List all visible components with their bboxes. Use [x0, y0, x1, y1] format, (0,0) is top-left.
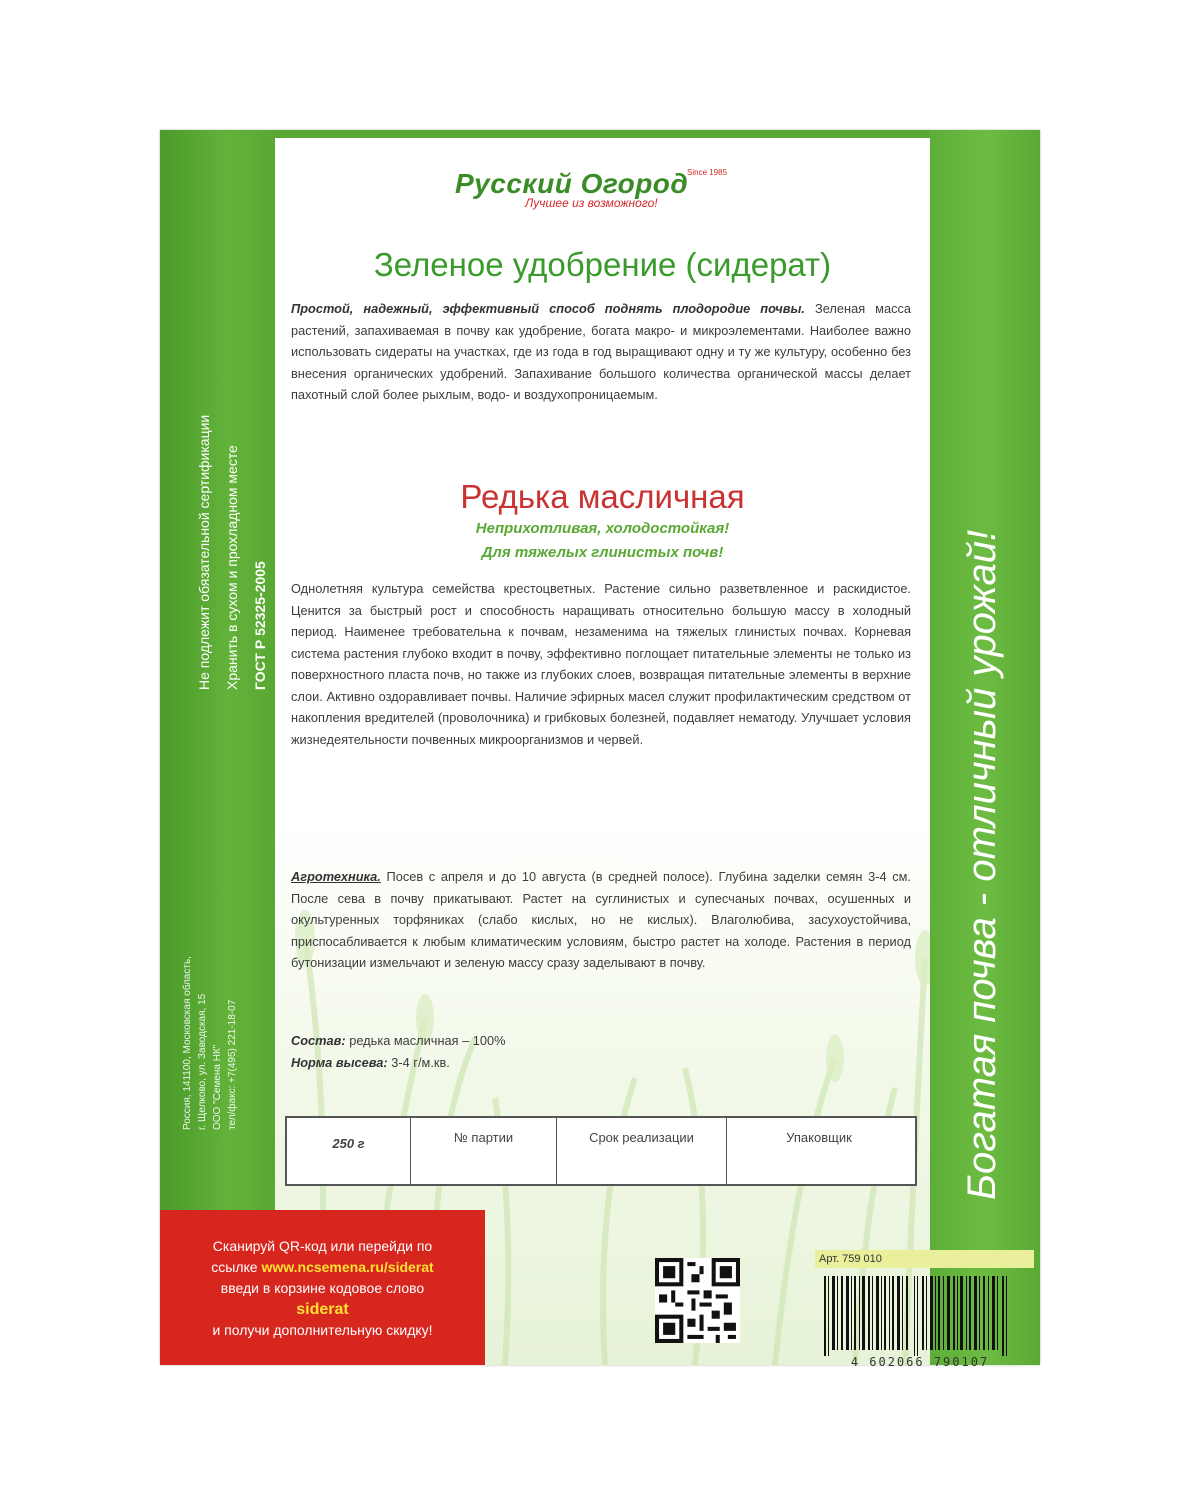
left-green-strip	[160, 130, 275, 1365]
storage-note: Хранить в сухом и прохладном месте	[224, 445, 240, 690]
intro-bold: Простой, надежный, эффективный способ поднять плодородие почвы.	[291, 301, 805, 316]
packer-cell: Упаковщик	[786, 1130, 852, 1145]
logo-tagline: Лучшее из возможного!	[525, 196, 658, 210]
promo-line-2	[160, 1257, 485, 1278]
address-line: г. Щелково, ул. Заводская, 15	[197, 993, 208, 1130]
address-line: ООО "Семена НК"	[212, 1044, 223, 1130]
heading-product: Редька масличная	[460, 478, 745, 515]
intro-paragraph	[291, 298, 911, 406]
net-weight: 250 г	[287, 1118, 411, 1184]
address-line: тел/факс: +7(495) 221-18-07	[227, 999, 238, 1130]
promo-line-5: и получи дополнительную скидку!	[212, 1322, 433, 1338]
promo-url-link[interactable]: www.ncsemena.ru/siderat	[261, 1259, 434, 1275]
expiry-cell: Срок реализации	[557, 1118, 727, 1184]
subheading-hardy: Неприхотливая, холодостойкая!	[475, 520, 730, 537]
heading-green-fertilizer: Зеленое удобрение (сидерат)	[373, 246, 832, 283]
agro-label: Агротехника.	[291, 869, 381, 884]
wheat-ear	[915, 930, 930, 986]
article-number: Арт. 759 010	[815, 1250, 1034, 1268]
composition-line	[291, 1030, 911, 1052]
barcode-digits: 4 602066 790107	[850, 1355, 990, 1369]
barcode	[820, 1276, 1020, 1356]
composition-label: Состав:	[291, 1033, 346, 1048]
promo-line-1: Сканируй QR-код или перейди по	[212, 1238, 433, 1254]
slogan: Богатая почва - отличный урожай!	[960, 529, 1004, 1200]
rate-text: 3-4 г/м.кв.	[391, 1055, 450, 1070]
gost-note: ГОСТ Р 52325-2005	[252, 561, 268, 690]
qr-code[interactable]	[655, 1258, 740, 1343]
seed-packet	[160, 130, 1040, 1369]
composition-text: редька масличная – 100%	[349, 1033, 506, 1048]
brand-logo	[455, 168, 755, 238]
agrotechnics-paragraph	[291, 866, 911, 974]
promo-banner	[160, 1210, 485, 1365]
producer-address	[180, 956, 240, 1130]
intro-text: Зеленая масса растений, запахиваемая в почву как удобрение, богата макро- и микроэлементами. Наиболее важно использовать сидераты на участках, где из года в год выращивают одну и ту же культуру, особенно без внесения органических удобрений. Запахивание большого количества органической массы делает пахотный слой более рыхлым, водо- и воздухопроницаемым.	[291, 301, 911, 402]
address-line: Россия, 141100, Московская область,	[182, 956, 193, 1130]
promo-link-prefix: ссылке	[211, 1259, 258, 1275]
sowing-rate-line	[291, 1052, 911, 1074]
promo-keyword: siderat	[296, 1301, 349, 1318]
rate-label: Норма высева:	[291, 1055, 388, 1070]
left-strip-text	[190, 415, 274, 690]
description-paragraph: Однолетняя культура семейства крестоцветных. Растение сильно разветвленное и раскидистое. Ценится за быстрый рост и способность наращивать относительно большую массу в холодный период. Наименее требовательна к почвам, незаменима на тяжелых глинистых почвах. Корневая система растения глубоко входит в почву, эффективно поглощает питательные элементы не только из поверхностного пласта почв, но также из глубоких слоев, возвращая питательные элементы в верхние слои. Активно оздоравливает почвы. Наличие эфирных масел служит профилактическим средством от накопления вредителей (проволочника) и грибковых болезней, подавляет нематоду. Улучшает условия жизнедеятельности почвенных микроорганизмов и червей.	[291, 581, 911, 747]
promo-line-3: введи в корзине кодовое слово	[220, 1280, 425, 1296]
batch-number-cell: № партии	[411, 1118, 557, 1184]
agro-text: Посев с апреля и до 10 августа (в средней полосе). Глубина заделки семян 3-4 см. После сева в почву прикатывают. Растет на суглинистых и супесчаных почвах, осушенных и окультуренных торфяниках (слабо кислых, но не кислых). Влаголюбива, засухоустойчива, приспосабливается к любым климатическим условиям, быстро растет на холоде. Растения в период бутонизации измельчают и зеленую массу сразу заделывают в почву.	[291, 869, 911, 970]
subheading-clay: Для тяжелых глинистых почв!	[481, 544, 724, 561]
logo-since: Since 1985	[687, 168, 728, 177]
certification-note: Не подлежит обязательной сертификации	[196, 414, 212, 690]
info-table	[285, 1116, 917, 1186]
logo-name: Русский Огород	[455, 168, 689, 199]
